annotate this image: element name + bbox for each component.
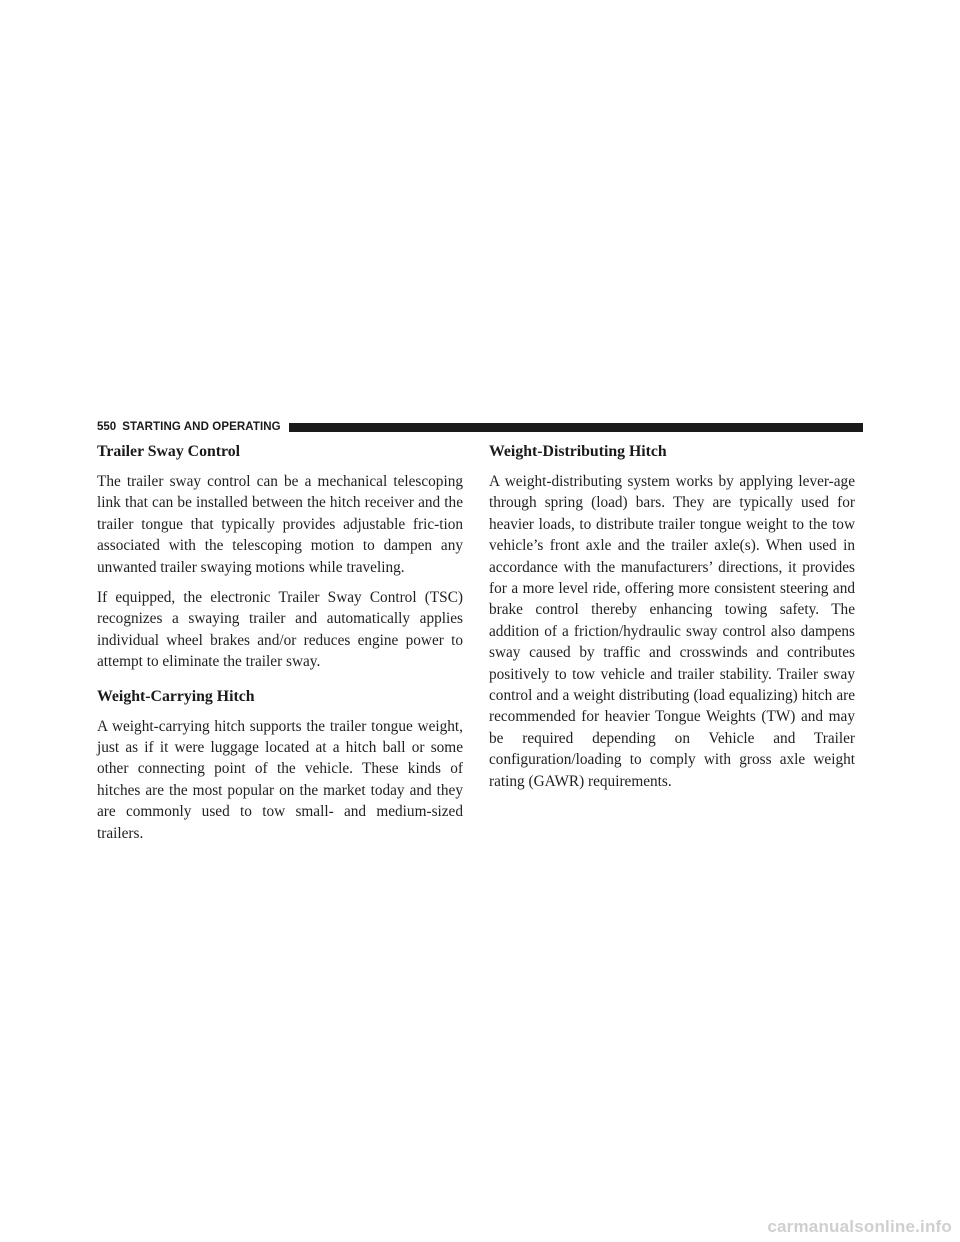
right-column bbox=[489, 441, 855, 801]
section-title: STARTING AND OPERATING bbox=[122, 421, 281, 433]
page-number: 550 bbox=[97, 421, 117, 433]
page-header bbox=[97, 419, 863, 435]
heading-weight-carrying-hitch: Weight-Carrying Hitch bbox=[97, 687, 255, 705]
heading-weight-distributing-hitch: Weight-Distributing Hitch bbox=[489, 443, 667, 460]
header-rule bbox=[289, 423, 863, 432]
paragraph-sway-electronic: If equipped, the electronic Trailer Sway Control (TSC) recognizes a swaying trailer and automatically applies individual wheel brakes and/or reduces engine power to attempt to eliminate the trailer sway. bbox=[97, 589, 463, 671]
paragraph-sway-mechanical: The trailer sway control can be a mechanical telescoping link that can be installed between the hitch receiver and the trailer tongue that typically provides adjustable fric-tion associated with the telescoping motion to dampen any unwanted trailer swaying motions while traveling. bbox=[97, 473, 463, 576]
heading-trailer-sway-control: Trailer Sway Control bbox=[97, 443, 241, 460]
paragraph-weight-distributing: A weight-distributing system works by applying lever-age through spring (load) bars. They are typically used for heavier loads, to distribute trailer tongue weight to the tow vehicle’s front axle and the trailer axle(s). When used in accordance with the manufacturers’ directions, it provides for a more level ride, offering more consistent steering and brake control thereby enhancing towing safety. The addition of a friction/hydraulic sway control also dampens sway caused by traffic and crosswinds and contributes positively to tow vehicle and trailer stability. Trailer sway control and a weight distributing (load equalizing) hitch are recommended for heavier Tongue Weights (TW) and may be required depending on Vehicle and Trailer configuration/loading to comply with gross axle weight rating (GAWR) requirements. bbox=[489, 473, 855, 790]
paragraph-weight-carrying: A weight-carrying hitch supports the trailer tongue weight, just as if it were luggage located at a hitch ball or some other connecting point of the vehicle. These kinds of hitches are the most popular on the market today and they are commonly used to tow small- and medium-sized trailers. bbox=[97, 717, 463, 842]
left-column bbox=[97, 441, 463, 853]
watermark: carmanualsonline.info bbox=[767, 1217, 952, 1236]
